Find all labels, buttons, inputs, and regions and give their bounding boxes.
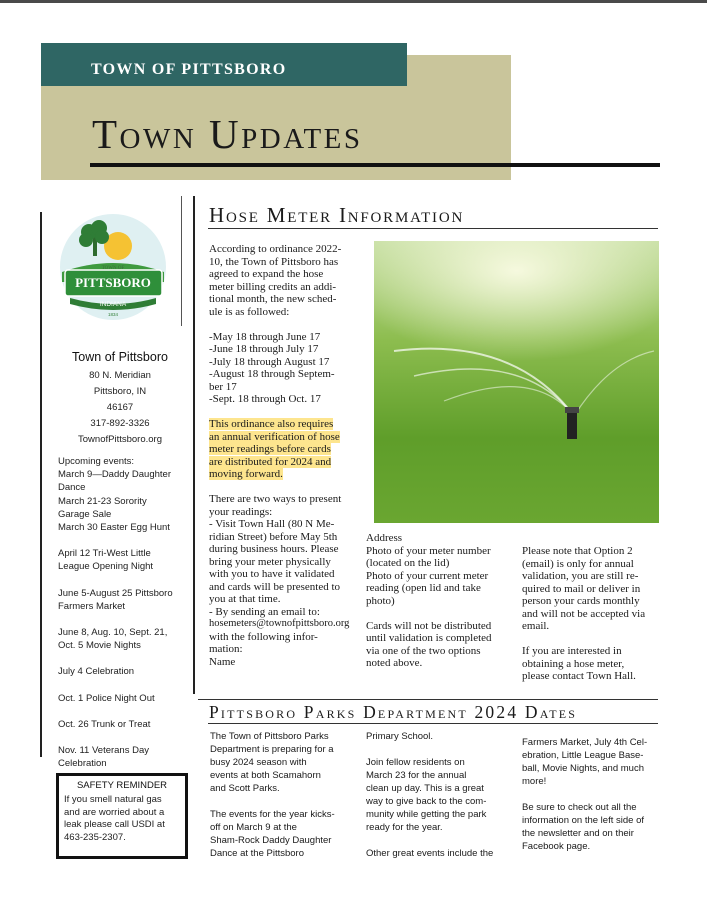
parks-line: Sham-Rock Daddy Daughter: [210, 835, 332, 846]
phone-number: 317-892-3326: [90, 418, 150, 429]
ways-line: and cards will be presented to: [209, 580, 341, 593]
intro-line: ule is as followed:: [209, 305, 290, 318]
ways-line: bring your meter physically: [209, 555, 331, 568]
parks-line: Other great events include the: [366, 848, 494, 859]
col3-line: and will not be accepted via: [522, 607, 646, 620]
safety-body: [64, 794, 180, 844]
safety-reminder-box: [56, 773, 188, 859]
parks-line: off on March 9 at the: [210, 822, 297, 833]
ways-line: with the following infor-: [209, 630, 318, 643]
intro-line: agreed to expand the hose: [209, 268, 324, 280]
col2-line: (located on the lid): [366, 557, 450, 569]
ways-line: ridian Street) before May 5th: [209, 530, 338, 543]
event-line: March 9—Daddy Daughter: [58, 469, 171, 481]
upcoming-events: [58, 455, 188, 770]
parks-column-3: [522, 736, 657, 853]
hose-title-rule: [208, 228, 658, 229]
col3-line: Please note that Option 2: [522, 545, 633, 557]
event-line: Oct. 5 Movie Nights: [58, 640, 141, 652]
parks-line: Dance at the Pittsboro: [210, 848, 304, 859]
logo-name: PITTSBORO: [75, 275, 151, 290]
parks-line: Farmers Market, July 4th Cel-: [522, 737, 648, 748]
hose-meter-title: Hose Meter Information: [209, 203, 465, 227]
safety-title: SAFETY REMINDER: [76, 780, 168, 791]
event-line: Garage Sale: [58, 508, 112, 520]
event-line: League Opening Night: [58, 561, 154, 573]
parks-column-2: [366, 730, 504, 860]
parks-line: The Town of Pittsboro Parks: [210, 731, 329, 742]
parks-line: events at both Scamahorn: [210, 770, 321, 781]
event-line: Nov. 11 Veterans Day: [58, 745, 150, 757]
col3-line: quired to mail or deliver in: [522, 582, 641, 595]
sidebar-divider: [40, 212, 42, 757]
highlight-line: This ordinance also requires: [209, 418, 334, 430]
sprinkler-photo: [374, 241, 659, 523]
website-link[interactable]: TownofPittsboro.org: [78, 434, 162, 445]
highlight-line: are distributed for 2024 and: [209, 455, 332, 468]
contact-block: [50, 350, 190, 448]
safety-line: and are worried about a: [64, 806, 165, 818]
intro-line: meter billing credits an addi-: [209, 280, 337, 293]
col3-line: please contact Town Hall.: [522, 670, 636, 682]
parks-line: Department is preparing for a: [210, 744, 334, 755]
town-logo: [56, 212, 171, 322]
address-street: 80 N. Meridian: [89, 370, 151, 381]
parks-line: The events for the year kicks-: [210, 809, 335, 820]
parks-line: Be sure to check out all the: [522, 802, 637, 813]
col2-line: via one of the two options: [366, 644, 481, 657]
event-line: June 5-August 25 Pittsboro: [58, 587, 173, 599]
col3-line: (email) is only for annual: [522, 557, 634, 570]
ways-line: you at that time.: [209, 593, 281, 605]
ways-line: with you to have it validated: [209, 568, 335, 580]
schedule-line: -August 18 through Septem-: [209, 368, 335, 380]
masthead-title: Town Updates: [92, 111, 363, 157]
address-city: Pittsboro, IN: [93, 386, 147, 397]
schedule-line: -July 18 through August 17: [209, 355, 330, 368]
parks-line: Join fellow residents on: [366, 757, 465, 768]
masthead-rule: [90, 163, 660, 167]
ways-line: during business hours. Please: [209, 543, 339, 555]
col3-line: email.: [522, 620, 550, 632]
event-line: Celebration: [58, 758, 107, 770]
parks-line: March 23 for the annual: [366, 770, 467, 781]
schedule-line: -May 18 through June 17: [209, 330, 321, 343]
col2-line: Photo of your meter number: [366, 544, 491, 557]
safety-line: If you smell natural gas: [64, 794, 162, 805]
ways-line: There are two ways to present: [209, 493, 342, 505]
ways-line: mation:: [209, 643, 243, 655]
intro-line: According to ordinance 2022-: [209, 243, 342, 255]
parks-line: clean up day. This is a great: [366, 783, 484, 794]
masthead-kicker: TOWN OF PITTSBORO: [41, 43, 407, 86]
parks-line: ready for the year.: [366, 822, 443, 833]
parks-line: munity while getting the park: [366, 809, 487, 820]
intro-line: tional month, the new sched-: [209, 293, 337, 305]
parks-line: ball, Movie Nights, and much: [522, 763, 644, 774]
col2-line: noted above.: [366, 657, 423, 669]
event-line: Farmers Market: [58, 600, 126, 612]
org-name: Town of Pittsboro: [72, 350, 168, 364]
parks-line: information on the left side of: [522, 815, 644, 826]
parks-title: Pittsboro Parks Department 2024 Dates: [209, 702, 578, 722]
logo-divider: [181, 196, 182, 326]
logo-top-text: TOWN OF: [101, 266, 125, 271]
email-link[interactable]: hosemeters@townofpittsboro.org: [209, 618, 350, 629]
intro-line: 10, the Town of Pittsboro has: [209, 255, 339, 268]
parks-line: more!: [522, 776, 547, 787]
col3-line: person your cards monthly: [522, 595, 640, 607]
hose-column-2: [366, 532, 504, 670]
top-rule: [0, 0, 707, 3]
col2-line: Photo of your current meter: [366, 569, 489, 582]
logo-state: INDIANA: [99, 301, 127, 308]
ways-line: your readings:: [209, 505, 273, 518]
col2-line: Cards will not be distributed: [366, 619, 492, 632]
parks-line: Primary School.: [366, 731, 434, 742]
schedule-line: -June 18 through July 17: [209, 343, 319, 355]
parks-line: way to give back to the com-: [366, 796, 487, 807]
parks-top-rule: [198, 699, 658, 700]
parks-line: busy 2024 season with: [210, 757, 307, 768]
col2-line: until validation is completed: [366, 632, 492, 644]
col3-line: If you are interested in: [522, 645, 622, 657]
highlight-line: meter readings before cards: [209, 443, 331, 455]
logo-year: 1834: [107, 312, 119, 317]
ways-line: - Visit Town Hall (80 N Me-: [209, 518, 335, 530]
col2-line: photo): [366, 594, 395, 607]
safety-line: 463-235-2307.: [64, 831, 126, 843]
hose-column-1: [209, 243, 357, 681]
event-line: June 8, Aug. 10, Sept. 21,: [58, 627, 168, 639]
col2-line: Address: [366, 532, 403, 544]
ways-line: Name: [209, 655, 236, 668]
parks-line: the newsletter and on their: [522, 828, 634, 839]
schedule-line: -Sept. 18 through Oct. 17: [209, 393, 321, 405]
col3-line: validation, you are still re-: [522, 570, 639, 582]
highlight-line: an annual verification of hose: [209, 430, 340, 443]
event-line: April 12 Tri-West Little: [58, 548, 151, 560]
schedule-line: ber 17: [209, 380, 237, 393]
safety-line: leak please call USDI at: [64, 819, 165, 830]
event-line: July 4 Celebration: [58, 666, 135, 678]
event-line: March 30 Easter Egg Hunt: [58, 522, 170, 534]
col3-line: obtaining a hose meter,: [522, 657, 625, 670]
parks-title-rule: [208, 723, 658, 724]
hose-column-3: [522, 545, 657, 695]
event-line: Dance: [58, 482, 86, 494]
event-line: March 21-23 Sorority: [58, 495, 147, 507]
event-line: Oct. 26 Trunk or Treat: [58, 718, 151, 730]
col2-spacer: [366, 607, 504, 620]
event-line: Oct. 1 Police Night Out: [58, 692, 155, 704]
parks-line: Facebook page.: [522, 841, 591, 852]
parks-column-1: [210, 730, 348, 860]
events-heading: Upcoming events:: [58, 456, 135, 467]
parks-line: ebration, Little League Base-: [522, 750, 644, 761]
address-zip: 46167: [106, 402, 134, 413]
parks-line: and Scott Parks.: [210, 783, 280, 794]
column-divider: [193, 196, 195, 694]
highlight-line: moving forward.: [209, 468, 283, 480]
ways-line: - By sending an email to:: [209, 605, 320, 618]
col2-line: reading (open lid and take: [366, 582, 481, 594]
